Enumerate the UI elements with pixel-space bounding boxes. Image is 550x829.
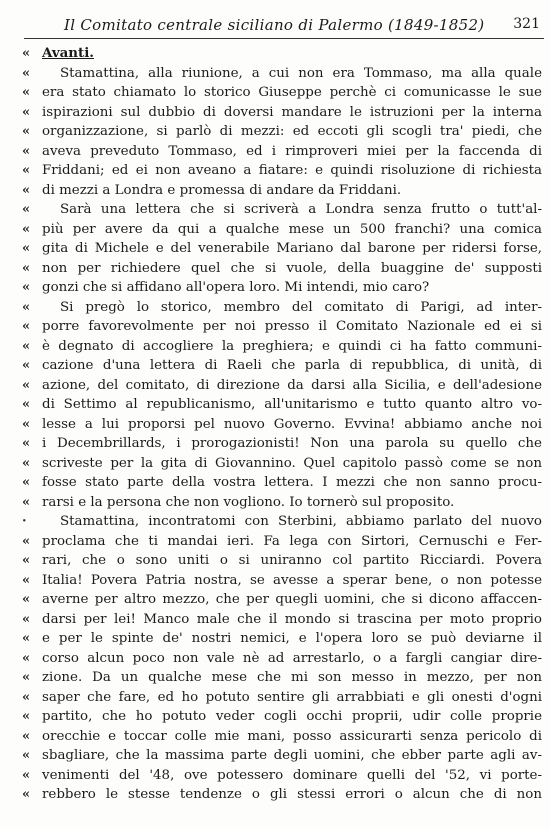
text-line	[22, 493, 542, 513]
line-text: venimenti del '48, ove potessero dominare quelli del '52, vi porte-	[42, 767, 542, 783]
text-line	[22, 610, 542, 630]
quote-mark: «	[22, 533, 31, 549]
text-line	[22, 395, 542, 415]
line-text: sbagliare, che la massima parte degli uomini, che ebber parte agli av-	[42, 748, 542, 763]
running-title: Il Comitato centrale siciliano di Palermo (1849-1852)	[64, 16, 485, 34]
text-line	[22, 64, 542, 84]
line-text: Stamattina, incontratomi con Sterbini, abbiamo parlato del nuovo	[60, 514, 542, 529]
quote-mark: «	[22, 280, 31, 295]
text-line	[22, 512, 542, 532]
quote-mark: «	[22, 748, 31, 763]
text-line	[22, 181, 542, 201]
text-line	[22, 688, 542, 708]
quote-mark: «	[22, 202, 31, 217]
line-text: cazione d'una lettera di Raeli che parla di repubblica, di unità, di	[42, 358, 542, 373]
line-text: di mezzi a Londra e promessa di andare da Friddani.	[42, 182, 402, 198]
line-text: di Settimo al republicanismo, all'unitarismo e tutto quanto altro vo-	[42, 397, 542, 412]
text-line	[22, 259, 542, 279]
line-text: e per le spinte de' nostri nemici, e l'opera loro se può deviarne il	[42, 631, 542, 646]
quote-mark: «	[22, 319, 31, 334]
text-line	[22, 532, 542, 552]
line-text: porre favorevolmente per noi presso il Comitato Nazionale ed ei si	[42, 319, 542, 334]
line-text: saper che fare, ed ho potuto sentire gli arrabbiati e gli onesti d'ogni	[42, 689, 542, 705]
quote-mark: «	[22, 631, 31, 646]
running-header	[24, 10, 544, 39]
quote-mark: «	[22, 553, 31, 568]
line-text: orecchie e toccar colle mie mani, posso assicurarti senza pericolo di	[42, 728, 542, 744]
quote-mark: «	[22, 221, 31, 237]
quote-mark: «	[22, 787, 31, 802]
line-text: era stato chiamato lo storico Giuseppe perchè ci comunicasse le sue	[42, 85, 542, 100]
line-text: azione, del comitato, di direzione da darsi alla Sicilia, e dell'adesione	[42, 377, 542, 393]
quote-mark: «	[22, 85, 31, 100]
text-line	[22, 473, 542, 493]
quote-mark: «	[22, 650, 31, 666]
line-text: rarsi e la persona che non vogliono. Io tornerò sul proposito.	[42, 494, 455, 510]
text-line	[22, 629, 542, 649]
quote-mark: «	[22, 124, 31, 139]
text-line	[22, 298, 542, 318]
body-text	[22, 44, 542, 805]
line-text: ispirazioni sul dubbio di doversi mandare le istruzioni per la interna	[42, 104, 542, 120]
text-line	[22, 142, 542, 162]
text-line	[22, 356, 542, 376]
line-text: Sarà una lettera che si scriverà a Londra senza frutto o tutt'al-	[60, 202, 542, 217]
quote-mark: «	[22, 299, 31, 315]
text-line	[22, 44, 542, 64]
quote-mark: «	[22, 260, 31, 276]
page-number: 321	[513, 16, 540, 32]
text-line	[22, 278, 542, 298]
line-text: darsi per lei! Manco male che il mondo si trascina per moto proprio	[42, 611, 542, 627]
quote-mark: «	[22, 436, 31, 451]
line-text: lesse a lui proporsi pel nuovo Governo. Evvina! abbiamo anche noi	[42, 416, 542, 432]
quote-mark: «	[22, 241, 31, 256]
quote-mark: «	[22, 377, 31, 393]
quote-mark: «	[22, 163, 31, 178]
line-text: gita di Michele e del venerabile Mariano dal barone per ridersi forse,	[42, 241, 542, 256]
text-line	[22, 434, 542, 454]
line-text: organizzazione, si parlò di mezzi: ed eccoti gli scogli tra' piedi, che	[42, 124, 542, 139]
text-line	[22, 415, 542, 435]
quote-mark: «	[22, 338, 31, 354]
quote-mark: «	[22, 397, 31, 412]
text-line	[22, 590, 542, 610]
quote-mark: «	[22, 416, 31, 432]
quote-mark: «	[22, 46, 31, 61]
line-text: averne per altro mezzo, che per quegli uomini, che si dicono affaccen-	[42, 592, 542, 607]
line-text: proclama che ti mandai ieri. Fa lega con Sirtori, Cernuschi e Fer-	[42, 533, 542, 549]
text-line	[22, 454, 542, 474]
quote-mark: «	[22, 728, 31, 744]
text-line	[22, 571, 542, 591]
quote-mark: «	[22, 143, 31, 159]
text-line	[22, 746, 542, 766]
line-text: zione. Da un qualche mese che mi son messo in mezzo, per non	[42, 670, 542, 685]
text-line	[22, 551, 542, 571]
line-text: corso alcun poco non vale nè ad arrestarlo, o a fargli cangiar dire-	[42, 650, 542, 666]
quote-mark: «	[22, 65, 31, 81]
text-line	[22, 376, 542, 396]
text-line	[22, 161, 542, 181]
line-text: rari, che o sono uniti o si uniranno col partito Ricciardi. Povera	[42, 553, 542, 568]
line-text: i Decembrillards, i prorogazionisti! Non una parola su quello che	[42, 436, 542, 451]
quote-mark: «	[22, 592, 31, 607]
text-line	[22, 239, 542, 259]
line-text: scriveste per la gita di Giovannino. Quel capitolo passò come se non	[42, 455, 542, 471]
line-text: aveva preveduto Tommaso, ed i rimproveri miei per la faccenda di	[42, 143, 542, 159]
quote-mark: «	[22, 182, 31, 198]
text-line	[22, 83, 542, 103]
text-line	[22, 727, 542, 747]
text-line	[22, 707, 542, 727]
text-line	[22, 337, 542, 357]
quote-mark: «	[22, 104, 31, 120]
quote-mark: «	[22, 670, 31, 685]
text-line	[22, 785, 542, 805]
line-text: Italia! Povera Patria nostra, se avesse a sperar bene, o non potesse	[42, 572, 542, 588]
quote-mark: «	[22, 572, 31, 588]
line-text: Friddani; ed ei non aveano a fiatare: e quindi risoluzione di richiesta	[42, 163, 542, 178]
quote-mark: «	[22, 358, 31, 373]
line-text: è degnato di accogliere la preghiera; e quindi ci ha fatto communi-	[42, 338, 542, 354]
text-line	[22, 200, 542, 220]
line-text: Stamattina, alla riunione, a cui non era Tommaso, ma alla quale	[60, 65, 542, 81]
quote-mark: «	[22, 709, 31, 724]
quote-mark: «	[22, 455, 31, 471]
text-line	[22, 649, 542, 669]
quote-mark: «	[22, 767, 31, 783]
line-text: gonzi che si affidano all'opera loro. Mi intendi, mio caro?	[42, 280, 430, 295]
section-heading: Avanti.	[42, 45, 94, 61]
text-line	[22, 103, 542, 123]
line-text: partito, che ho potuto veder cogli occhi proprii, udir colle proprie	[42, 709, 542, 724]
text-line	[22, 668, 542, 688]
quote-mark: «	[22, 494, 31, 510]
quote-mark: ·	[22, 514, 27, 529]
line-text: più per avere da qui a qualche mese un 500 franchi? una comica	[42, 221, 542, 237]
quote-mark: «	[22, 475, 31, 490]
text-line	[22, 317, 542, 337]
line-text: fosse stato parte della vostra lettera. I mezzi che non sanno procu-	[42, 475, 542, 490]
text-line	[22, 220, 542, 240]
quote-mark: «	[22, 611, 31, 627]
line-text: Si pregò lo storico, membro del comitato di Parigi, ad inter-	[60, 299, 542, 315]
quote-mark: «	[22, 689, 31, 705]
text-line	[22, 122, 542, 142]
line-text: non per richiedere quel che si vuole, della buaggine de' supposti	[42, 260, 542, 276]
line-text: rebbero le stesse tendenze o gli stessi errori o alcun che di non	[42, 787, 542, 802]
text-line	[22, 766, 542, 786]
